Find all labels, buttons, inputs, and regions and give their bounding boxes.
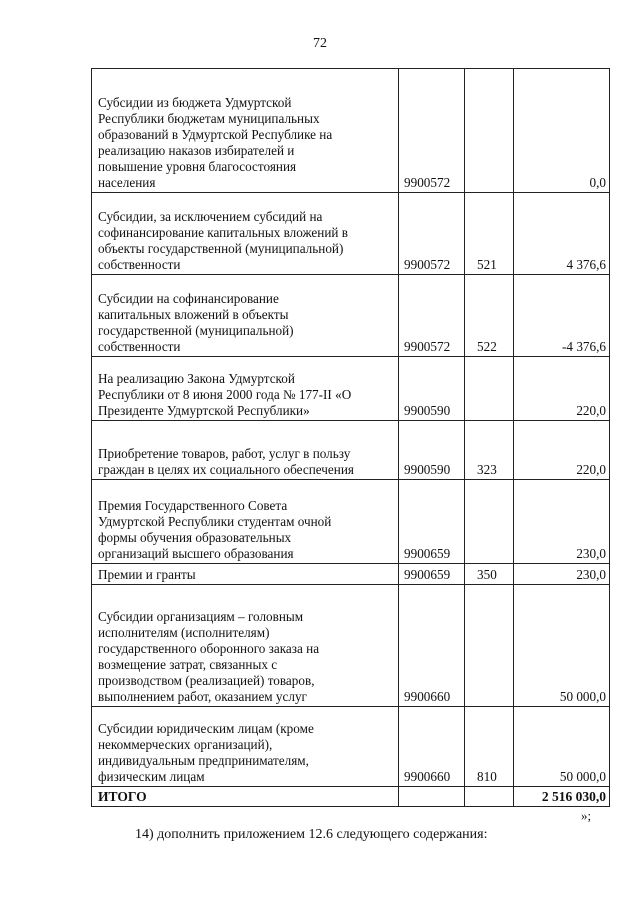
row-code: 9900590 [399, 357, 465, 421]
row-sum: 220,0 [514, 357, 610, 421]
table-row [92, 275, 610, 357]
row-name: Премия Государственного Совета Удмуртской Республики студентам очной формы обучения образовательных организаций высшего образования [92, 480, 399, 564]
total-row [92, 787, 610, 807]
total-code [399, 787, 465, 807]
row-sum: 0,0 [514, 69, 610, 193]
row-type: 522 [465, 275, 514, 357]
row-sum: 230,0 [514, 564, 610, 585]
row-code: 9900659 [399, 480, 465, 564]
row-name: Субсидии, за исключением субсидий на софинансирование капитальных вложений в объекты государственной (муниципальной) собственности [92, 193, 399, 275]
total-type [465, 787, 514, 807]
row-name: Субсидии из бюджета Удмуртской Республики бюджетам муниципальных образований в Удмуртской Республике на реализацию наказов избирателей и повышение уровня благосостояния населения [92, 69, 399, 193]
table-row [92, 585, 610, 707]
row-type [465, 357, 514, 421]
row-code: 9900572 [399, 193, 465, 275]
row-name: На реализацию Закона Удмуртской Республики от 8 июня 2000 года № 177-II «О Президенте Удмуртской Республики» [92, 357, 399, 421]
row-name: Приобретение товаров, работ, услуг в пользу граждан в целях их социального обеспечения [92, 421, 399, 480]
row-name: Субсидии юридическим лицам (кроме некоммерческих организаций), индивидуальным предпринимателям, физическим лицам [92, 707, 399, 787]
row-code: 9900660 [399, 707, 465, 787]
amendment-text: 14) дополнить приложением 12.6 следующего содержания: [135, 827, 488, 842]
budget-table [91, 68, 610, 807]
row-sum: 50 000,0 [514, 707, 610, 787]
row-name: Субсидии организациям – головным исполнителям (исполнителям) государственного оборонного заказа на возмещение затрат, связанных с производством (реализацией) товаров, выполнением работ, оказанием услуг [92, 585, 399, 707]
row-type [465, 69, 514, 193]
row-sum: 50 000,0 [514, 585, 610, 707]
table-row [92, 421, 610, 480]
row-sum: 220,0 [514, 421, 610, 480]
row-sum: -4 376,6 [514, 275, 610, 357]
closing-quote: »; [581, 808, 592, 823]
table-row [92, 69, 610, 193]
row-code: 9900572 [399, 69, 465, 193]
row-code: 9900660 [399, 585, 465, 707]
row-sum: 230,0 [514, 480, 610, 564]
row-type: 810 [465, 707, 514, 787]
table-row [92, 564, 610, 585]
row-name: Премии и гранты [92, 564, 399, 585]
row-sum: 4 376,6 [514, 193, 610, 275]
table-row [92, 480, 610, 564]
row-code: 9900572 [399, 275, 465, 357]
row-type: 350 [465, 564, 514, 585]
table-row [92, 193, 610, 275]
table-row [92, 707, 610, 787]
row-type: 323 [465, 421, 514, 480]
row-type: 521 [465, 193, 514, 275]
total-label: ИТОГО [92, 787, 399, 807]
table-row [92, 357, 610, 421]
row-type [465, 585, 514, 707]
page-number: 72 [313, 36, 327, 51]
row-type [465, 480, 514, 564]
row-name: Субсидии на софинансирование капитальных вложений в объекты государственной (муниципальной) собственности [92, 275, 399, 357]
row-code: 9900659 [399, 564, 465, 585]
row-code: 9900590 [399, 421, 465, 480]
total-sum: 2 516 030,0 [514, 787, 610, 807]
